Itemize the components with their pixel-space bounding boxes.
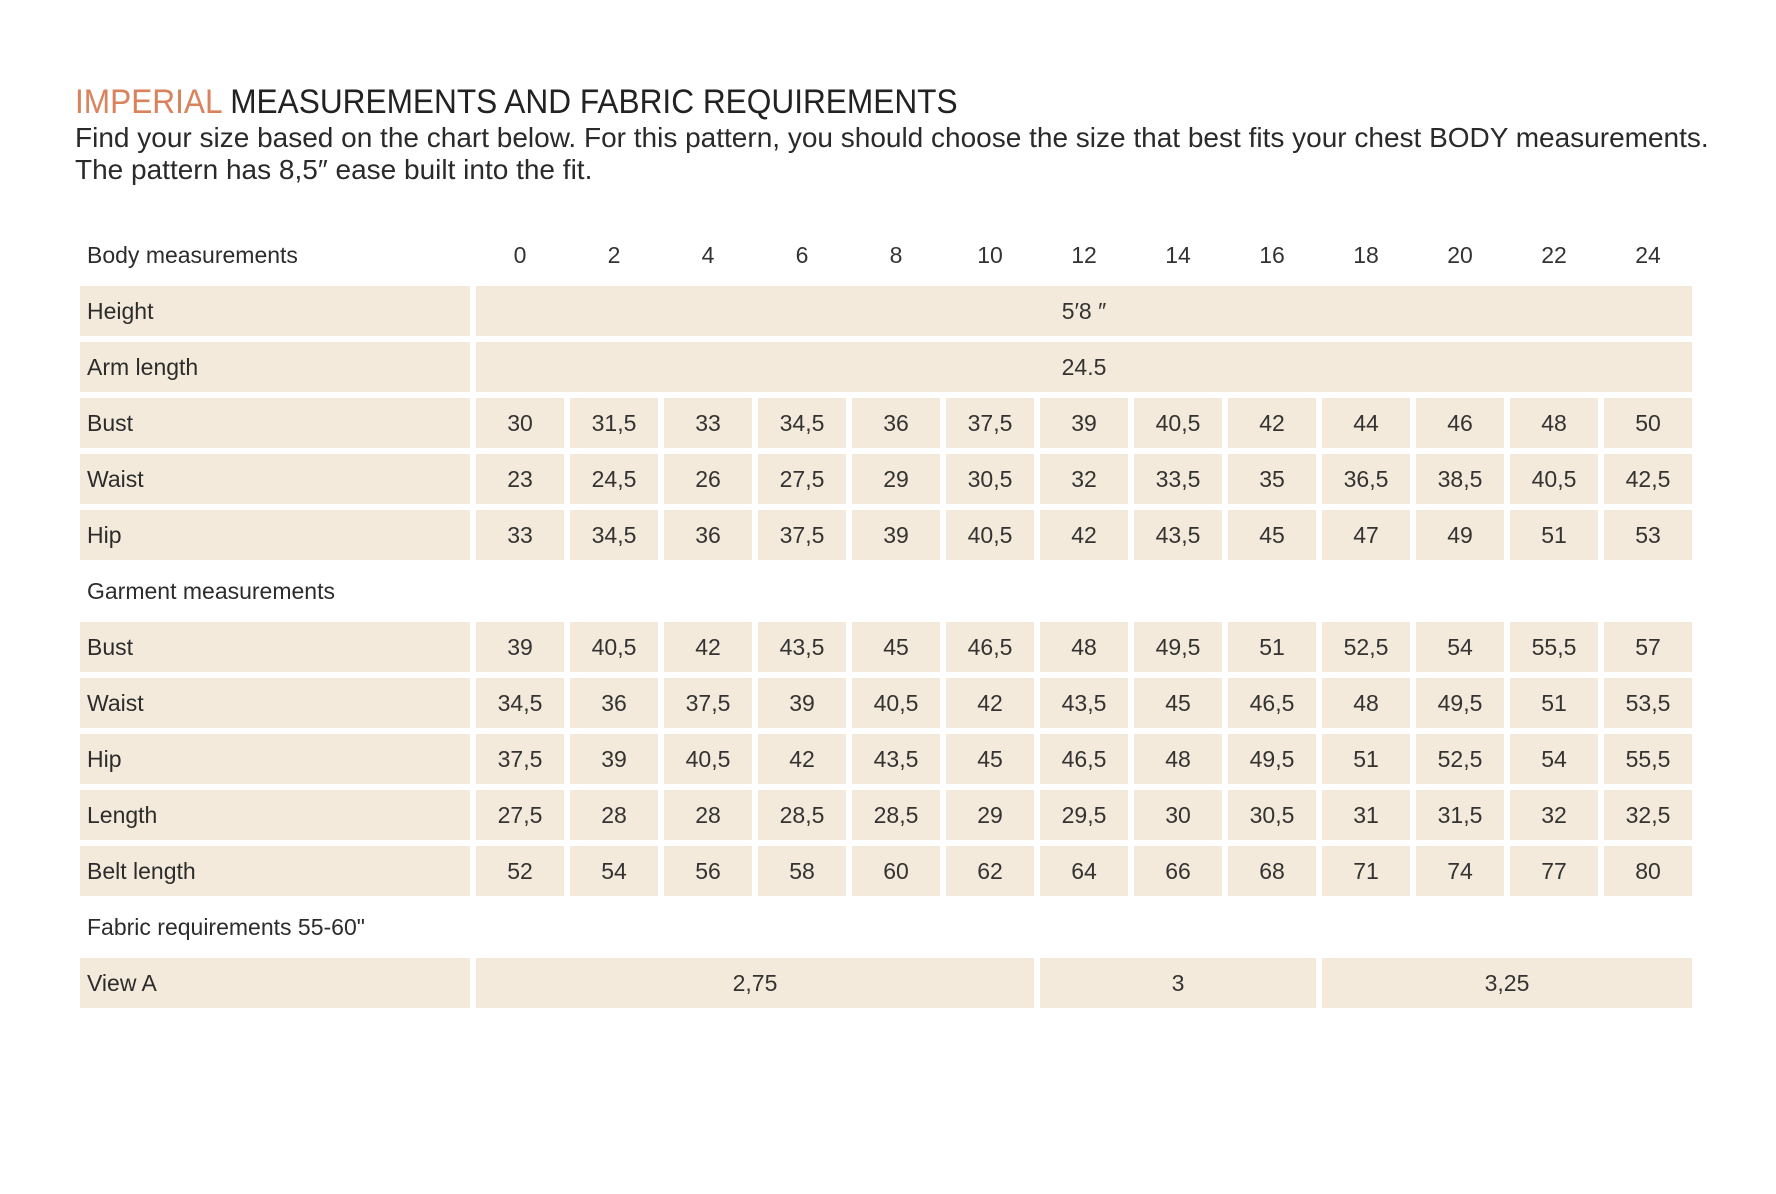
intro-text: Find your size based on the chart below. For this pattern, you should choose the size that best fits your chest BODY measurements. The pattern has 8,5″ ease built into the fit. (75, 122, 1709, 185)
garment-bust-cell: 39 (476, 622, 564, 672)
garment-hip-cell: 42 (758, 734, 846, 784)
garment-waist-cell: 45 (1134, 678, 1222, 728)
garment-bust-cell: 40,5 (570, 622, 658, 672)
fabric-requirements-header: Fabric requirements 55-60" (87, 913, 365, 940)
body-bust-cell: 33 (664, 398, 752, 448)
garment-hip-cell: 37,5 (476, 734, 564, 784)
view-a-sizes-12-16: 3 (1040, 958, 1316, 1008)
row-label-view-a: View A (80, 958, 470, 1008)
garment-waist-cell: 43,5 (1040, 678, 1128, 728)
garment-measurements-header: Garment measurements (87, 577, 335, 604)
garment-hip-cell: 55,5 (1604, 734, 1692, 784)
garment-bust-cell: 45 (852, 622, 940, 672)
size-header: 16 (1259, 241, 1285, 268)
garment-hip-cell: 49,5 (1228, 734, 1316, 784)
garment-waist-cell: 36 (570, 678, 658, 728)
garment-length-cell: 30 (1134, 790, 1222, 840)
belt-length-cell: 60 (852, 846, 940, 896)
size-chart-page (75, 82, 1709, 996)
belt-length-cell: 52 (476, 846, 564, 896)
size-header: 2 (607, 241, 621, 268)
body-hip-cell: 51 (1510, 510, 1598, 560)
garment-waist-cell: 48 (1322, 678, 1410, 728)
body-waist-cell: 42,5 (1604, 454, 1692, 504)
garment-waist-cell: 46,5 (1228, 678, 1316, 728)
garment-waist-cell: 37,5 (664, 678, 752, 728)
garment-bust-cell: 49,5 (1134, 622, 1222, 672)
belt-length-cell: 74 (1416, 846, 1504, 896)
garment-waist-cell: 40,5 (852, 678, 940, 728)
body-waist-cell: 40,5 (1510, 454, 1598, 504)
garment-bust-cell: 48 (1040, 622, 1128, 672)
body-bust-cell: 50 (1604, 398, 1692, 448)
garment-length-cell: 28 (570, 790, 658, 840)
garment-bust-cell: 46,5 (946, 622, 1034, 672)
body-bust-cell: 34,5 (758, 398, 846, 448)
garment-hip-cell: 39 (570, 734, 658, 784)
row-label-body-bust: Bust (80, 398, 470, 448)
garment-waist-cell: 53,5 (1604, 678, 1692, 728)
body-hip-cell: 33 (476, 510, 564, 560)
size-header: 18 (1353, 241, 1379, 268)
title-rest: MEASUREMENTS AND FABRIC REQUIREMENTS (221, 83, 958, 121)
body-waist-cell: 29 (852, 454, 940, 504)
body-hip-cell: 34,5 (570, 510, 658, 560)
garment-length-cell: 29,5 (1040, 790, 1128, 840)
body-waist-cell: 26 (664, 454, 752, 504)
garment-bust-cell: 55,5 (1510, 622, 1598, 672)
garment-hip-cell: 54 (1510, 734, 1598, 784)
height-value: 5′8 ″ (476, 286, 1692, 336)
garment-hip-cell: 45 (946, 734, 1034, 784)
garment-bust-cell: 54 (1416, 622, 1504, 672)
size-header: 4 (701, 241, 715, 268)
belt-length-cell: 66 (1134, 846, 1222, 896)
size-header: 12 (1071, 241, 1097, 268)
view-a-sizes-18-24: 3,25 (1322, 958, 1692, 1008)
garment-bust-cell: 52,5 (1322, 622, 1410, 672)
garment-hip-cell: 48 (1134, 734, 1222, 784)
body-bust-cell: 46 (1416, 398, 1504, 448)
row-label-garment-hip: Hip (80, 734, 470, 784)
garment-bust-cell: 51 (1228, 622, 1316, 672)
size-header: 20 (1447, 241, 1473, 268)
body-waist-cell: 36,5 (1322, 454, 1410, 504)
belt-length-cell: 64 (1040, 846, 1128, 896)
garment-waist-cell: 34,5 (476, 678, 564, 728)
title-accent: IMPERIAL (75, 83, 222, 121)
belt-length-cell: 71 (1322, 846, 1410, 896)
size-header: 14 (1165, 241, 1191, 268)
body-bust-cell: 36 (852, 398, 940, 448)
body-bust-cell: 48 (1510, 398, 1598, 448)
body-bust-cell: 40,5 (1134, 398, 1222, 448)
belt-length-cell: 68 (1228, 846, 1316, 896)
body-bust-cell: 42 (1228, 398, 1316, 448)
belt-length-cell: 77 (1510, 846, 1598, 896)
body-measurements-header: Body measurements (87, 241, 298, 268)
arm-length-value: 24.5 (476, 342, 1692, 392)
row-label-garment-length: Length (80, 790, 470, 840)
garment-hip-cell: 51 (1322, 734, 1410, 784)
body-bust-cell: 37,5 (946, 398, 1034, 448)
garment-length-cell: 31,5 (1416, 790, 1504, 840)
body-waist-cell: 24,5 (570, 454, 658, 504)
body-hip-cell: 45 (1228, 510, 1316, 560)
body-bust-cell: 31,5 (570, 398, 658, 448)
belt-length-cell: 58 (758, 846, 846, 896)
body-waist-cell: 30,5 (946, 454, 1034, 504)
body-hip-cell: 40,5 (946, 510, 1034, 560)
garment-hip-cell: 46,5 (1040, 734, 1128, 784)
garment-length-cell: 31 (1322, 790, 1410, 840)
belt-length-cell: 62 (946, 846, 1034, 896)
size-header: 10 (977, 241, 1003, 268)
garment-bust-cell: 43,5 (758, 622, 846, 672)
body-waist-cell: 38,5 (1416, 454, 1504, 504)
measurement-table (80, 230, 1701, 1008)
garment-bust-cell: 57 (1604, 622, 1692, 672)
view-a-sizes-0-10: 2,75 (476, 958, 1034, 1008)
row-label-belt-length: Belt length (80, 846, 470, 896)
belt-length-cell: 80 (1604, 846, 1692, 896)
body-hip-cell: 43,5 (1134, 510, 1222, 560)
body-hip-cell: 37,5 (758, 510, 846, 560)
row-label-arm-length: Arm length (80, 342, 470, 392)
body-waist-cell: 33,5 (1134, 454, 1222, 504)
size-header: 22 (1541, 241, 1567, 268)
body-hip-cell: 36 (664, 510, 752, 560)
size-header: 24 (1635, 241, 1661, 268)
garment-length-cell: 28,5 (852, 790, 940, 840)
garment-waist-cell: 49,5 (1416, 678, 1504, 728)
body-waist-cell: 32 (1040, 454, 1128, 504)
body-hip-cell: 42 (1040, 510, 1128, 560)
body-bust-cell: 39 (1040, 398, 1128, 448)
body-bust-cell: 44 (1322, 398, 1410, 448)
garment-length-cell: 30,5 (1228, 790, 1316, 840)
garment-length-cell: 27,5 (476, 790, 564, 840)
garment-bust-cell: 42 (664, 622, 752, 672)
row-label-body-hip: Hip (80, 510, 470, 560)
body-waist-cell: 23 (476, 454, 564, 504)
body-hip-cell: 47 (1322, 510, 1410, 560)
body-waist-cell: 27,5 (758, 454, 846, 504)
body-hip-cell: 49 (1416, 510, 1504, 560)
garment-waist-cell: 42 (946, 678, 1034, 728)
garment-hip-cell: 40,5 (664, 734, 752, 784)
garment-length-cell: 29 (946, 790, 1034, 840)
page-title (75, 82, 1587, 122)
garment-hip-cell: 43,5 (852, 734, 940, 784)
row-label-height: Height (80, 286, 470, 336)
garment-length-cell: 32,5 (1604, 790, 1692, 840)
size-header: 8 (889, 241, 903, 268)
body-hip-cell: 39 (852, 510, 940, 560)
body-hip-cell: 53 (1604, 510, 1692, 560)
belt-length-cell: 56 (664, 846, 752, 896)
garment-hip-cell: 52,5 (1416, 734, 1504, 784)
size-header: 0 (513, 241, 527, 268)
row-label-body-waist: Waist (80, 454, 470, 504)
body-bust-cell: 30 (476, 398, 564, 448)
row-label-garment-waist: Waist (80, 678, 470, 728)
garment-length-cell: 32 (1510, 790, 1598, 840)
belt-length-cell: 54 (570, 846, 658, 896)
garment-waist-cell: 51 (1510, 678, 1598, 728)
garment-length-cell: 28 (664, 790, 752, 840)
body-waist-cell: 35 (1228, 454, 1316, 504)
garment-waist-cell: 39 (758, 678, 846, 728)
row-label-garment-bust: Bust (80, 622, 470, 672)
garment-length-cell: 28,5 (758, 790, 846, 840)
size-header: 6 (795, 241, 809, 268)
